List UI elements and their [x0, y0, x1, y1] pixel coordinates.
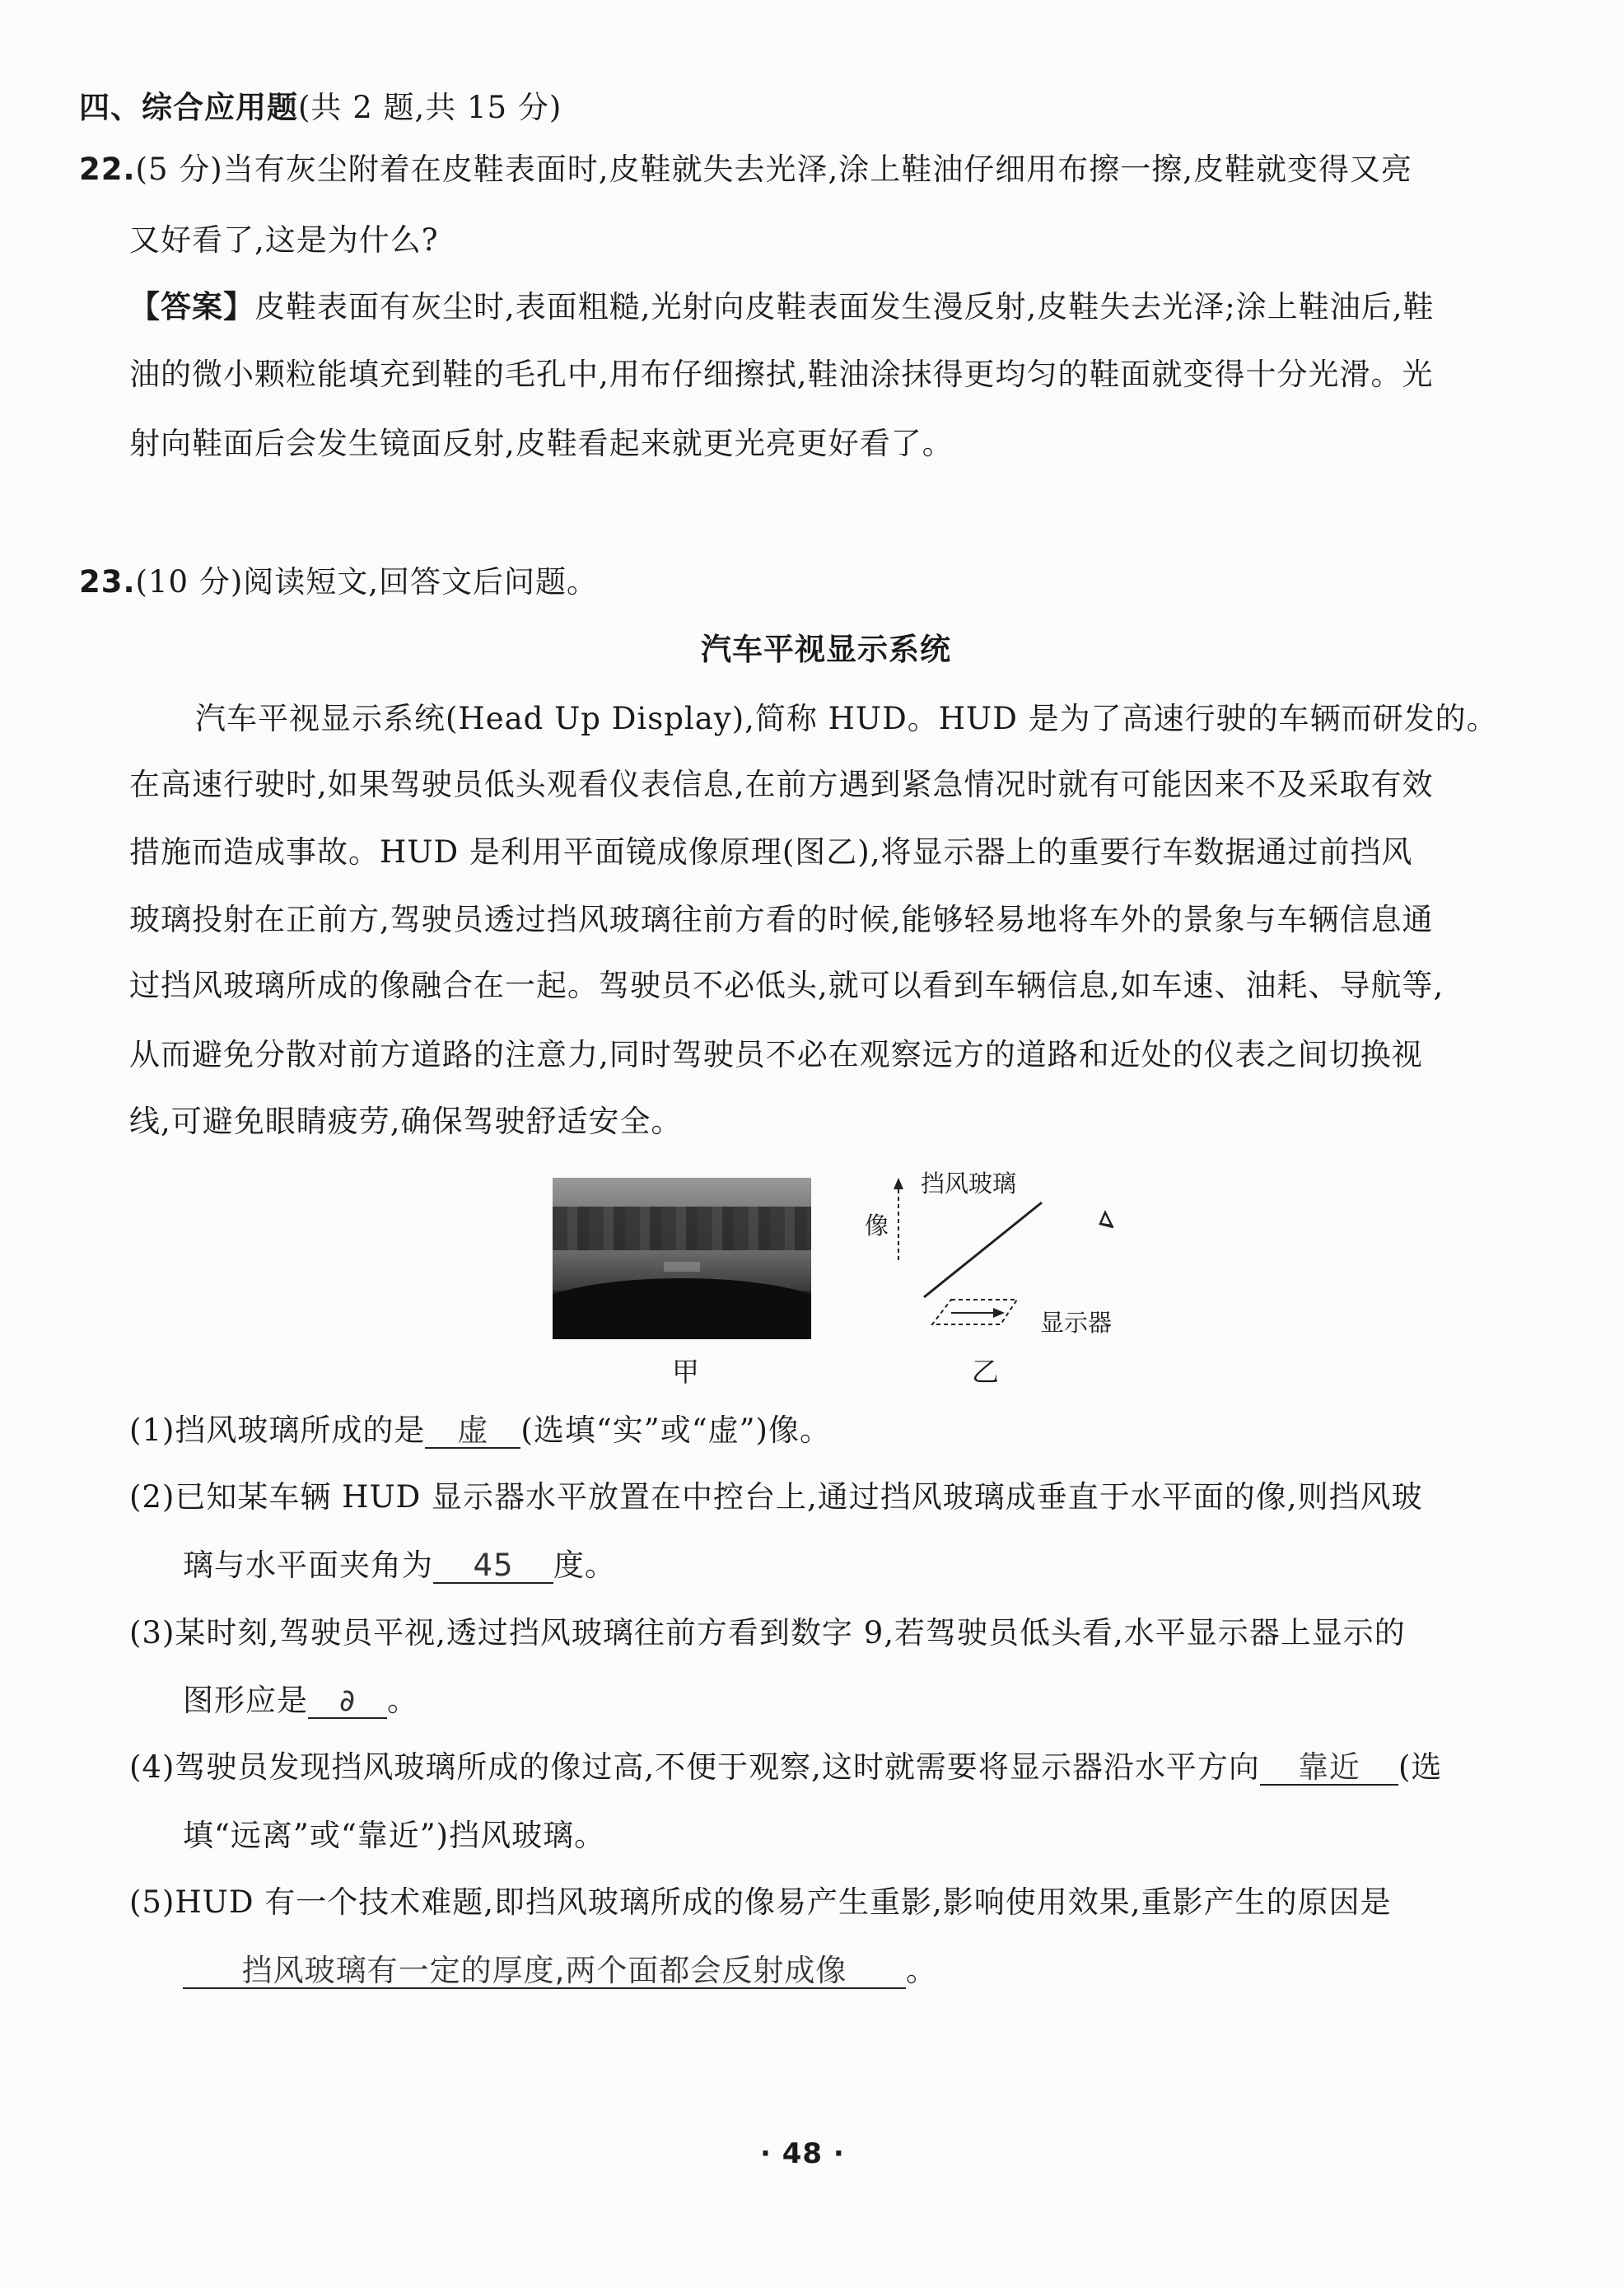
subq-3-line1: (3)某时刻,驾驶员平视,透过挡风玻璃往前方看到数字 9,若驾驶员低头看,水平显示器上显示的 [129, 1615, 1406, 1651]
q23-intro [79, 564, 599, 600]
q22-line2: 又好看了,这是为什么? [129, 222, 439, 258]
q23-number: 23. [79, 564, 136, 600]
figure-a-caption: 甲 [672, 1356, 699, 1388]
label-image: 像 [865, 1212, 889, 1240]
subq-3-line2 [183, 1685, 418, 1719]
article-para-1: 汽车平视显示系统(Head Up Display),简称 HUD。HUD 是为了高速行驶的车辆而研发的。 [195, 701, 1498, 736]
article-title: 汽车平视显示系统 [701, 632, 951, 667]
q22-number: 22. [79, 152, 136, 187]
answer-label: 【答案】 [129, 289, 254, 325]
q22-answer-line3: 射向鞋面后会发生镜面反射,皮鞋看起来就更光亮更好看了。 [129, 426, 954, 461]
display-arrow-head [993, 1308, 1005, 1318]
subq-2-post: 度。 [553, 1548, 616, 1583]
subq-1-text: (1)挡风玻璃所成的是 [129, 1412, 426, 1448]
subq-2-line2 [183, 1550, 616, 1584]
q23-intro-text: (10 分)阅读短文,回答文后问题。 [135, 564, 599, 600]
q22-text-1: (5 分)当有灰尘附着在皮鞋表面时,皮鞋就失去光泽,涂上鞋油仔细用布擦一擦,皮鞋就变得又亮 [135, 152, 1412, 187]
subq-1-post: (选填“实”或“虚”)像。 [520, 1412, 831, 1448]
article-para-7: 线,可避免眼睛疲劳,确保驾驶舒适安全。 [129, 1104, 683, 1139]
subq-4-text: (4)驾驶员发现挡风玻璃所成的像过高,不便于观察,这时就需要将显示器沿水平方向 [129, 1749, 1260, 1785]
subq-2-answer: 45 [433, 1550, 553, 1584]
label-windshield: 挡风玻璃 [921, 1170, 1017, 1198]
image-arrow-head [894, 1178, 903, 1189]
article-para-5: 过挡风玻璃所成的像融合在一起。驾驶员不必低头,就可以看到车辆信息,如车速、油耗、导航等, [129, 968, 1444, 1003]
page-number: · 48 · [760, 2137, 845, 2170]
subq-1 [129, 1412, 831, 1449]
article-para-6: 从而避免分散对前方道路的注意力,同时驾驶员不必在观察远方的道路和近处的仪表之间切换视 [129, 1037, 1423, 1072]
subq-2-line1: (2)已知某车辆 HUD 显示器水平放置在中控台上,通过挡风玻璃成垂直于水平面的像,则挡风玻 [129, 1479, 1423, 1515]
subq-4-line1 [129, 1749, 1443, 1786]
section-note: (共 2 题,共 15 分) [298, 90, 562, 125]
subq-5-post: 。 [906, 1953, 937, 1988]
label-display: 显示器 [1040, 1309, 1113, 1337]
subq-3-post: 。 [387, 1683, 418, 1718]
subq-3-text: 图形应是 [183, 1683, 308, 1718]
eye-icon [1100, 1212, 1113, 1227]
subq-4-line2: 填“远离”或“靠近”)挡风玻璃。 [183, 1818, 606, 1853]
article-para-3: 措施而造成事故。HUD 是利用平面镜成像原理(图乙),将显示器上的重要行车数据通过前挡风 [129, 834, 1413, 870]
hud-photo [553, 1178, 811, 1339]
q22-answer-line1 [129, 289, 1435, 325]
article-para-2: 在高速行驶时,如果驾驶员低头观看仪表信息,在前方遇到紧急情况时就有可能因来不及采取有效 [129, 767, 1434, 802]
q22-line1 [79, 152, 1412, 187]
subq-5-line1: (5)HUD 有一个技术难题,即挡风玻璃所成的像易产生重影,影响使用效果,重影产生的原因是 [129, 1884, 1392, 1920]
windshield-line [924, 1202, 1042, 1297]
section-heading [79, 92, 562, 123]
subq-5-line2 [183, 1955, 937, 1989]
section-title: 四、综合应用题 [79, 90, 298, 125]
subq-3-answer: ∂ [308, 1685, 387, 1719]
figure-b-caption: 乙 [972, 1356, 999, 1388]
subq-5-answer: 挡风玻璃有一定的厚度,两个面都会反射成像 [183, 1955, 906, 1989]
subq-4-post: (选 [1398, 1749, 1443, 1785]
answer-text-1: 皮鞋表面有灰尘时,表面粗糙,光射向皮鞋表面发生漫反射,皮鞋失去光泽;涂上鞋油后,鞋 [254, 289, 1435, 325]
subq-4-answer: 靠近 [1260, 1752, 1398, 1786]
article-para-4: 玻璃投射在正前方,驾驶员透过挡风玻璃往前方看的时候,能够轻易地将车外的景象与车辆信息通 [129, 902, 1434, 937]
subq-2-text: 璃与水平面夹角为 [183, 1548, 433, 1583]
q22-answer-line2: 油的微小颗粒能填充到鞋的毛孔中,用布仔细擦拭,鞋油涂抹得更均匀的鞋面就变得十分光滑。光 [129, 357, 1434, 392]
subq-1-answer: 虚 [425, 1415, 520, 1449]
